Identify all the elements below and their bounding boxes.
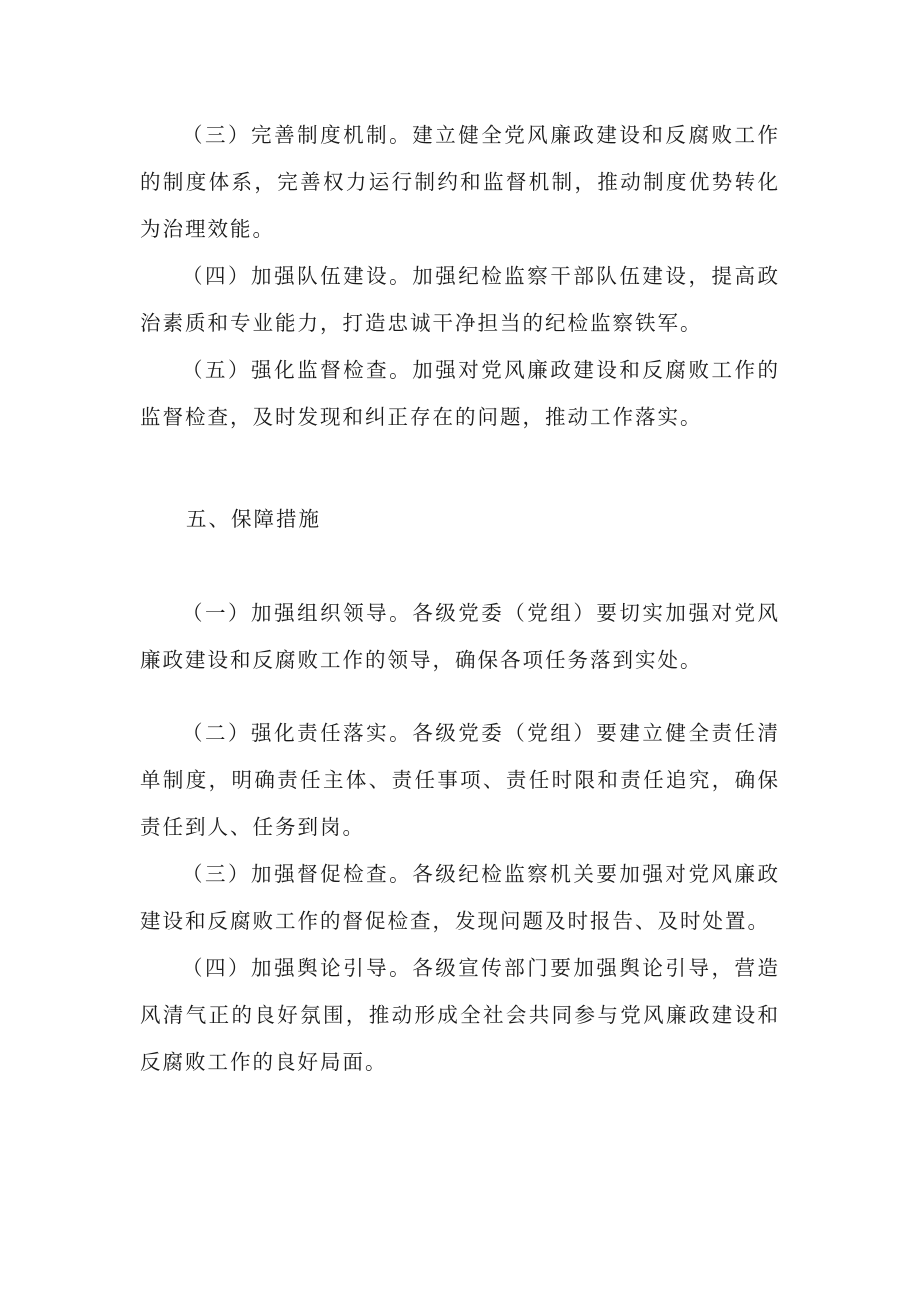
paragraph-team-building: （四）加强队伍建设。加强纪检监察干部队伍建设，提高政治素质和专业能力，打造忠诚干净担当的纪检监察铁军。 bbox=[140, 264, 780, 335]
paragraph-responsibility: （二）强化责任落实。各级党委（党组）要建立健全责任清单制度，明确责任主体、责任事项、责任时限和责任追究，确保责任到人、任务到岗。 bbox=[140, 721, 780, 839]
paragraph-public-opinion: （四）加强舆论引导。各级宣传部门要加强舆论引导，营造风清气正的良好氛围，推动形成全社会共同参与党风廉政建设和反腐败工作的良好局面。 bbox=[140, 956, 780, 1074]
paragraph-organization-leadership: （一）加强组织领导。各级党委（党组）要切实加强对党风廉政建设和反腐败工作的领导，确保各项任务落到实处。 bbox=[140, 601, 780, 672]
paragraph-improve-institutions: （三）完善制度机制。建立健全党风廉政建设和反腐败工作的制度体系，完善权力运行制约和监督机制，推动制度优势转化为治理效能。 bbox=[140, 123, 780, 241]
paragraph-supervision-inspection: （五）强化监督检查。加强对党风廉政建设和反腐败工作的监督检查，及时发现和纠正存在的问题，推动工作落实。 bbox=[140, 358, 780, 429]
section-heading: 五、保障措施 bbox=[186, 507, 321, 531]
paragraph-supervision-urging: （三）加强督促检查。各级纪检监察机关要加强对党风廉政建设和反腐败工作的督促检查，发现问题及时报告、及时处置。 bbox=[140, 862, 780, 933]
